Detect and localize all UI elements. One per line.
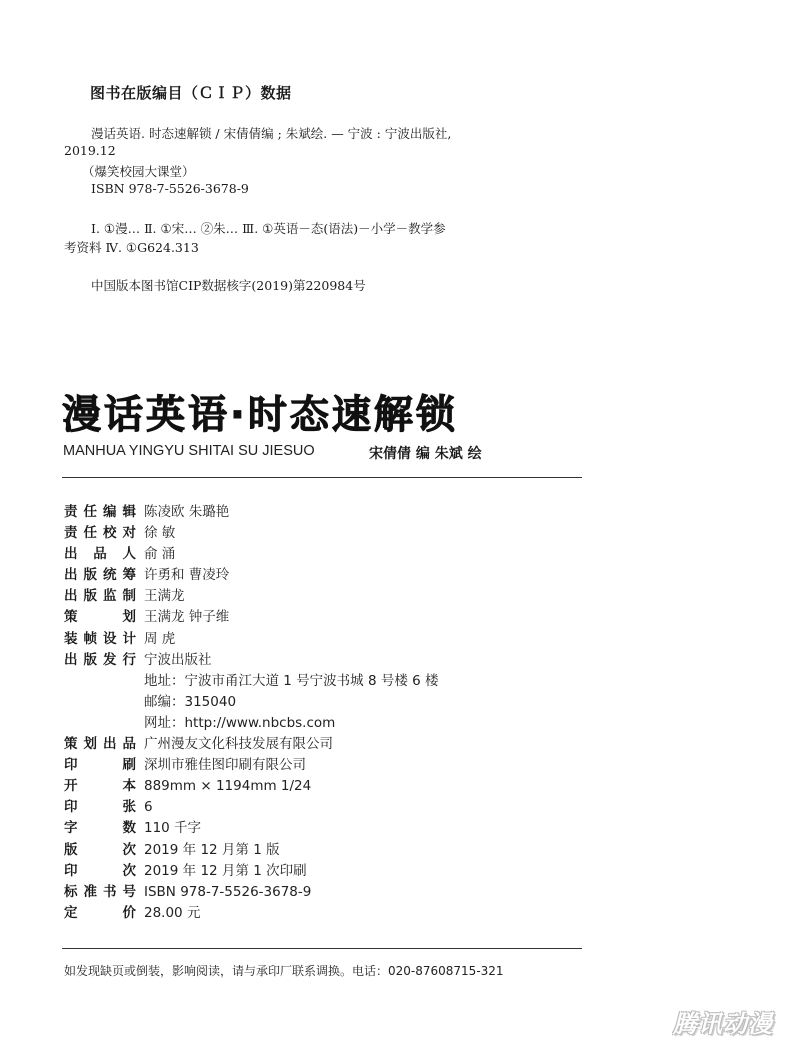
credit-row: [64, 544, 584, 565]
credit-label: 策划出品: [64, 736, 136, 753]
credit-label: 开本: [64, 778, 136, 795]
credit-label: 印张: [64, 799, 136, 816]
credit-label: 出版监制: [64, 588, 136, 605]
credit-label: 标准书号: [64, 883, 136, 900]
credit-label: 策划: [64, 609, 136, 626]
credit-value: 周 虎: [144, 630, 176, 647]
credit-row: [64, 692, 584, 713]
credit-label: 出品人: [64, 546, 136, 563]
credit-value: 王满龙: [144, 588, 185, 605]
credit-value: 王满龙 钟子维: [144, 609, 230, 626]
watermark-logo: [664, 1004, 782, 1038]
credit-row: [64, 840, 584, 861]
credit-row: [64, 650, 584, 671]
credit-value: 28.00 元: [144, 904, 201, 921]
credit-label: 出版发行: [64, 651, 136, 668]
credit-row: [64, 713, 584, 734]
credit-row: [64, 523, 584, 544]
credit-value: 宁波出版社: [144, 651, 212, 668]
credit-value: 2019 年 12 月第 1 版: [144, 841, 280, 858]
credit-row: [64, 607, 584, 628]
credit-row: [64, 861, 584, 882]
credit-value: 网址：http://www.nbcbs.com: [144, 714, 336, 731]
credit-value: 广州漫友文化科技发展有限公司: [144, 736, 333, 753]
cip-line-7: 中国版本图书馆CIP数据核字(2019)第220984号: [91, 278, 366, 293]
replacement-notice: 如发现缺页或倒装，影响阅读，请与承印厂联系调换。电话：020-87608715-321: [64, 964, 504, 978]
credit-value: 6: [144, 799, 153, 816]
credit-row: [64, 671, 584, 692]
watermark-text: 腾讯动漫: [673, 1009, 773, 1038]
cip-line-2: 2019.12: [64, 143, 116, 158]
credit-value: 许勇和 曹凌玲: [144, 567, 230, 584]
credit-label: 印次: [64, 862, 136, 879]
credit-row: [64, 755, 584, 776]
cip-line-6: 考资料 Ⅳ. ①G624.313: [64, 240, 199, 255]
cip-line-3: （爆笑校园大课堂）: [82, 164, 195, 179]
credit-value: 889mm × 1194mm 1/24: [144, 778, 312, 795]
credit-label: 版次: [64, 841, 136, 858]
credit-label: 装帧设计: [64, 630, 136, 647]
credit-label: 字数: [64, 820, 136, 837]
credit-row: [64, 586, 584, 607]
credit-row: [64, 734, 584, 755]
cip-line-5: Ⅰ. ①漫… Ⅱ. ①宋… ②朱… Ⅲ. ①英语－态(语法)－小学－教学参: [91, 221, 446, 236]
credit-value: ISBN 978-7-5526-3678-9: [144, 883, 312, 900]
credit-row: [64, 502, 584, 523]
credit-row: [64, 629, 584, 650]
credit-value: 徐 敏: [144, 525, 176, 542]
credit-label: 定价: [64, 904, 136, 921]
credit-row: [64, 797, 584, 818]
credit-value: 陈凌欧 朱璐艳: [144, 504, 230, 520]
credit-row: [64, 565, 584, 586]
book-title-pinyin: MANHUA YINGYU SHITAI SU JIESUO: [63, 443, 315, 459]
credit-value: 2019 年 12 月第 1 次印刷: [144, 862, 307, 879]
book-credit: 宋倩倩 编 朱斌 绘: [369, 446, 482, 462]
top-divider: [62, 477, 582, 478]
credit-value: 俞 涌: [144, 546, 176, 563]
credit-value: 邮编：315040: [144, 693, 237, 710]
bottom-divider: [62, 948, 582, 949]
credit-label: 出版统筹: [64, 567, 136, 584]
credit-row: [64, 776, 584, 797]
book-title: 漫话英语·时态速解锁: [62, 393, 458, 438]
cip-line-4: ISBN 978-7-5526-3678-9: [91, 181, 249, 196]
credit-value: 110 千字: [144, 820, 202, 837]
credit-label: 责任校对: [64, 525, 136, 542]
credit-value: 深圳市雅佳图印刷有限公司: [144, 757, 306, 774]
cip-line-1: 漫话英语. 时态速解锁 / 宋倩倩编 ; 朱斌绘. — 宁波 : 宁波出版社,: [91, 126, 452, 141]
credit-row: [64, 818, 584, 839]
credit-value: 地址：宁波市甬江大道 1 号宁波书城 8 号楼 6 楼: [144, 672, 439, 689]
credit-row: [64, 882, 584, 903]
cip-header: 图书在版编目（ＣＩＰ）数据: [90, 84, 292, 102]
credit-row: [64, 903, 584, 924]
credit-label: 印刷: [64, 757, 136, 774]
credit-label: 责任编辑: [64, 504, 136, 520]
credits-list: [64, 502, 584, 924]
